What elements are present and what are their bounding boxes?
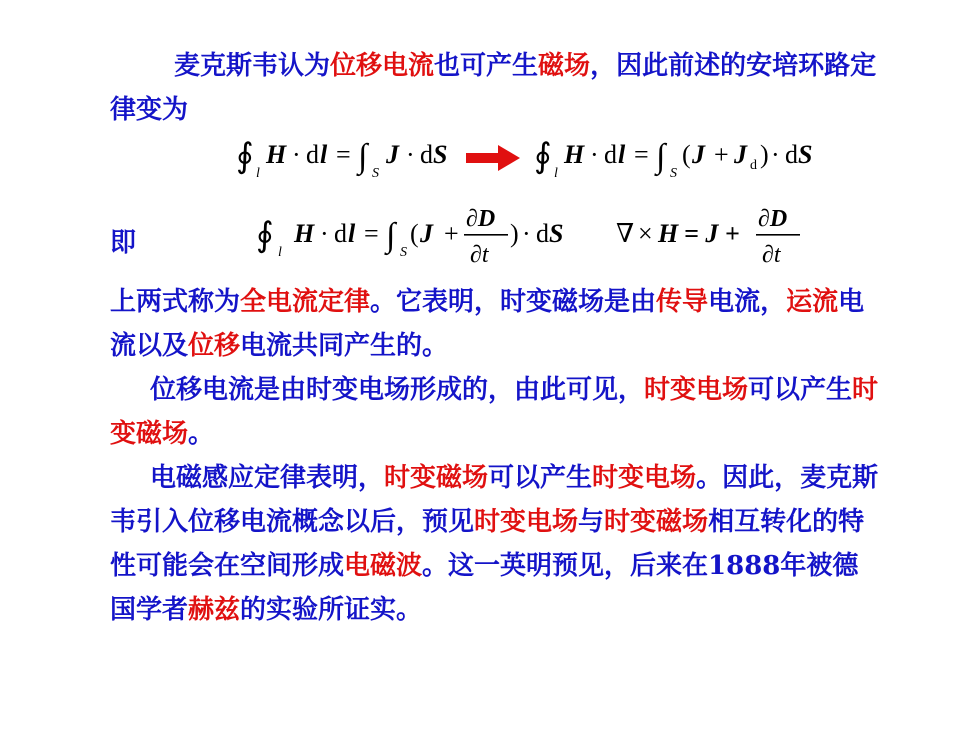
d-symbol: d [334,219,347,248]
para2-text-3: 电流， [708,287,787,317]
d-symbol: d [420,140,433,169]
para4-text-6: 。这一英明预见，后来在1888年被德国学者 [110,551,859,625]
fraction-bar [756,234,800,236]
para4-text-4: 与 [578,507,605,537]
H-symbol: H [266,140,287,169]
full-current-law-paragraph [110,280,880,368]
J-symbol: J [420,219,433,248]
ampere-law-equations [230,133,830,183]
para4-text-5: 相互转化的特性可能会在空间形成 [110,507,865,581]
H-symbol: H [658,219,679,248]
highlight-conduction: 传导 [656,287,709,317]
loop-integral-subscript: l [554,166,558,181]
right-arrow-icon [466,145,520,171]
Jd-subscript: d [750,158,757,173]
curl-equals-J-plus: = J + [684,219,740,248]
para4-text-7: 的实验所证实。 [240,595,423,625]
close-paren: ) [510,219,519,248]
l-symbol: l [618,140,626,169]
plus-sign: + [444,219,459,248]
dot-operator: · [522,219,531,248]
l-symbol: l [320,140,328,169]
loop-integral-sign: ∮ [534,138,552,175]
surface-integral-subscript: S [400,245,407,260]
close-paren: ) [760,140,769,169]
surface-integral-sign: ∫ [358,138,368,175]
highlight-time-varying-electric-field: 时变电场 [592,463,697,493]
fraction-bar [464,234,508,236]
loop-integral-subscript: l [256,166,260,181]
highlight-convection: 运流 [786,287,839,317]
loop-integral-sign: ∮ [236,138,254,175]
nabla-symbol: ∇ [616,219,635,248]
d-symbol: d [604,140,617,169]
equals-sign: = [364,219,379,248]
para2-text-2: 。它表明，时变磁场是由 [370,287,657,317]
para2-text-5: 电流共同产生的。 [240,331,449,361]
plus-sign: + [714,140,729,169]
loop-integral-sign: ∮ [256,217,274,254]
highlight-full-current-law: 全电流定律 [240,287,371,317]
times-symbol: × [638,219,653,248]
dot-operator: · [771,140,780,169]
loop-integral-subscript: l [278,245,282,260]
para3-text-3: 。 [188,419,215,449]
ji-label: 即 [110,228,137,258]
highlight-electromagnetic-wave: 电磁波 [344,551,423,581]
open-paren: ( [682,140,691,169]
d-symbol: d [306,140,319,169]
partial-D-numerator: ∂D [466,206,496,232]
equals-sign: = [336,140,351,169]
dot-operator: · [292,140,301,169]
full-current-law-equations [250,198,810,278]
d-symbol: d [536,219,549,248]
highlight-time-varying-magnetic-field: 时变磁场 [110,375,879,449]
para4-text-1: 电磁感应定律表明， [150,463,385,493]
para3-text-1: 位移电流是由时变电场形成的，由此可见， [150,375,645,405]
displacement-current-paragraph [110,368,880,456]
highlight-time-varying-magnetic-field-2: 时变磁场 [604,507,709,537]
surface-integral-subscript: S [372,166,379,181]
highlight-time-varying-electric-field-2: 时变电场 [474,507,579,537]
Jd-symbol: J [734,140,747,169]
dot-operator: · [320,219,329,248]
intro-paragraph [110,44,880,132]
para2-text-1: 上两式称为 [110,287,241,317]
para4-text-2: 可以产生 [488,463,593,493]
highlight-time-varying-electric-field: 时变电场 [644,375,749,405]
dot-operator: · [406,140,415,169]
highlight-hertz: 赫兹 [188,595,241,625]
J-symbol: J [692,140,705,169]
intro-text-1: 麦克斯韦认为 [174,51,331,81]
H-symbol: H [294,219,315,248]
intro-text-3: ，因此前述的安培环路定律变为 [110,51,877,125]
H-symbol: H [564,140,585,169]
electromagnetic-wave-paragraph [110,456,880,632]
S-symbol: S [433,140,448,169]
d-symbol: d [785,140,798,169]
open-paren: ( [410,219,419,248]
partial-t-denominator: ∂t [470,242,489,268]
para2-text-4: 电流以及 [110,287,865,361]
partial-t-denominator: ∂t [762,242,781,268]
surface-integral-sign: ∫ [386,217,396,254]
partial-D-numerator: ∂D [758,206,788,232]
J-symbol: J [386,140,399,169]
intro-text-2: 也可产生 [434,51,539,81]
intro-highlight-magnetic-field: 磁场 [538,51,591,81]
equals-sign: = [634,140,649,169]
para3-text-2: 可以产生 [748,375,853,405]
surface-integral-subscript: S [670,166,677,181]
S-symbol: S [549,219,564,248]
highlight-displacement: 位移 [188,331,241,361]
surface-integral-sign: ∫ [656,138,666,175]
l-symbol: l [348,219,356,248]
intro-highlight-displacement-current: 位移电流 [330,51,435,81]
para4-text-3: 。因此，麦克斯韦引入位移电流概念以后，预见 [110,463,879,537]
dot-operator: · [590,140,599,169]
S-symbol: S [798,140,813,169]
highlight-time-varying-magnetic-field: 时变磁场 [384,463,489,493]
